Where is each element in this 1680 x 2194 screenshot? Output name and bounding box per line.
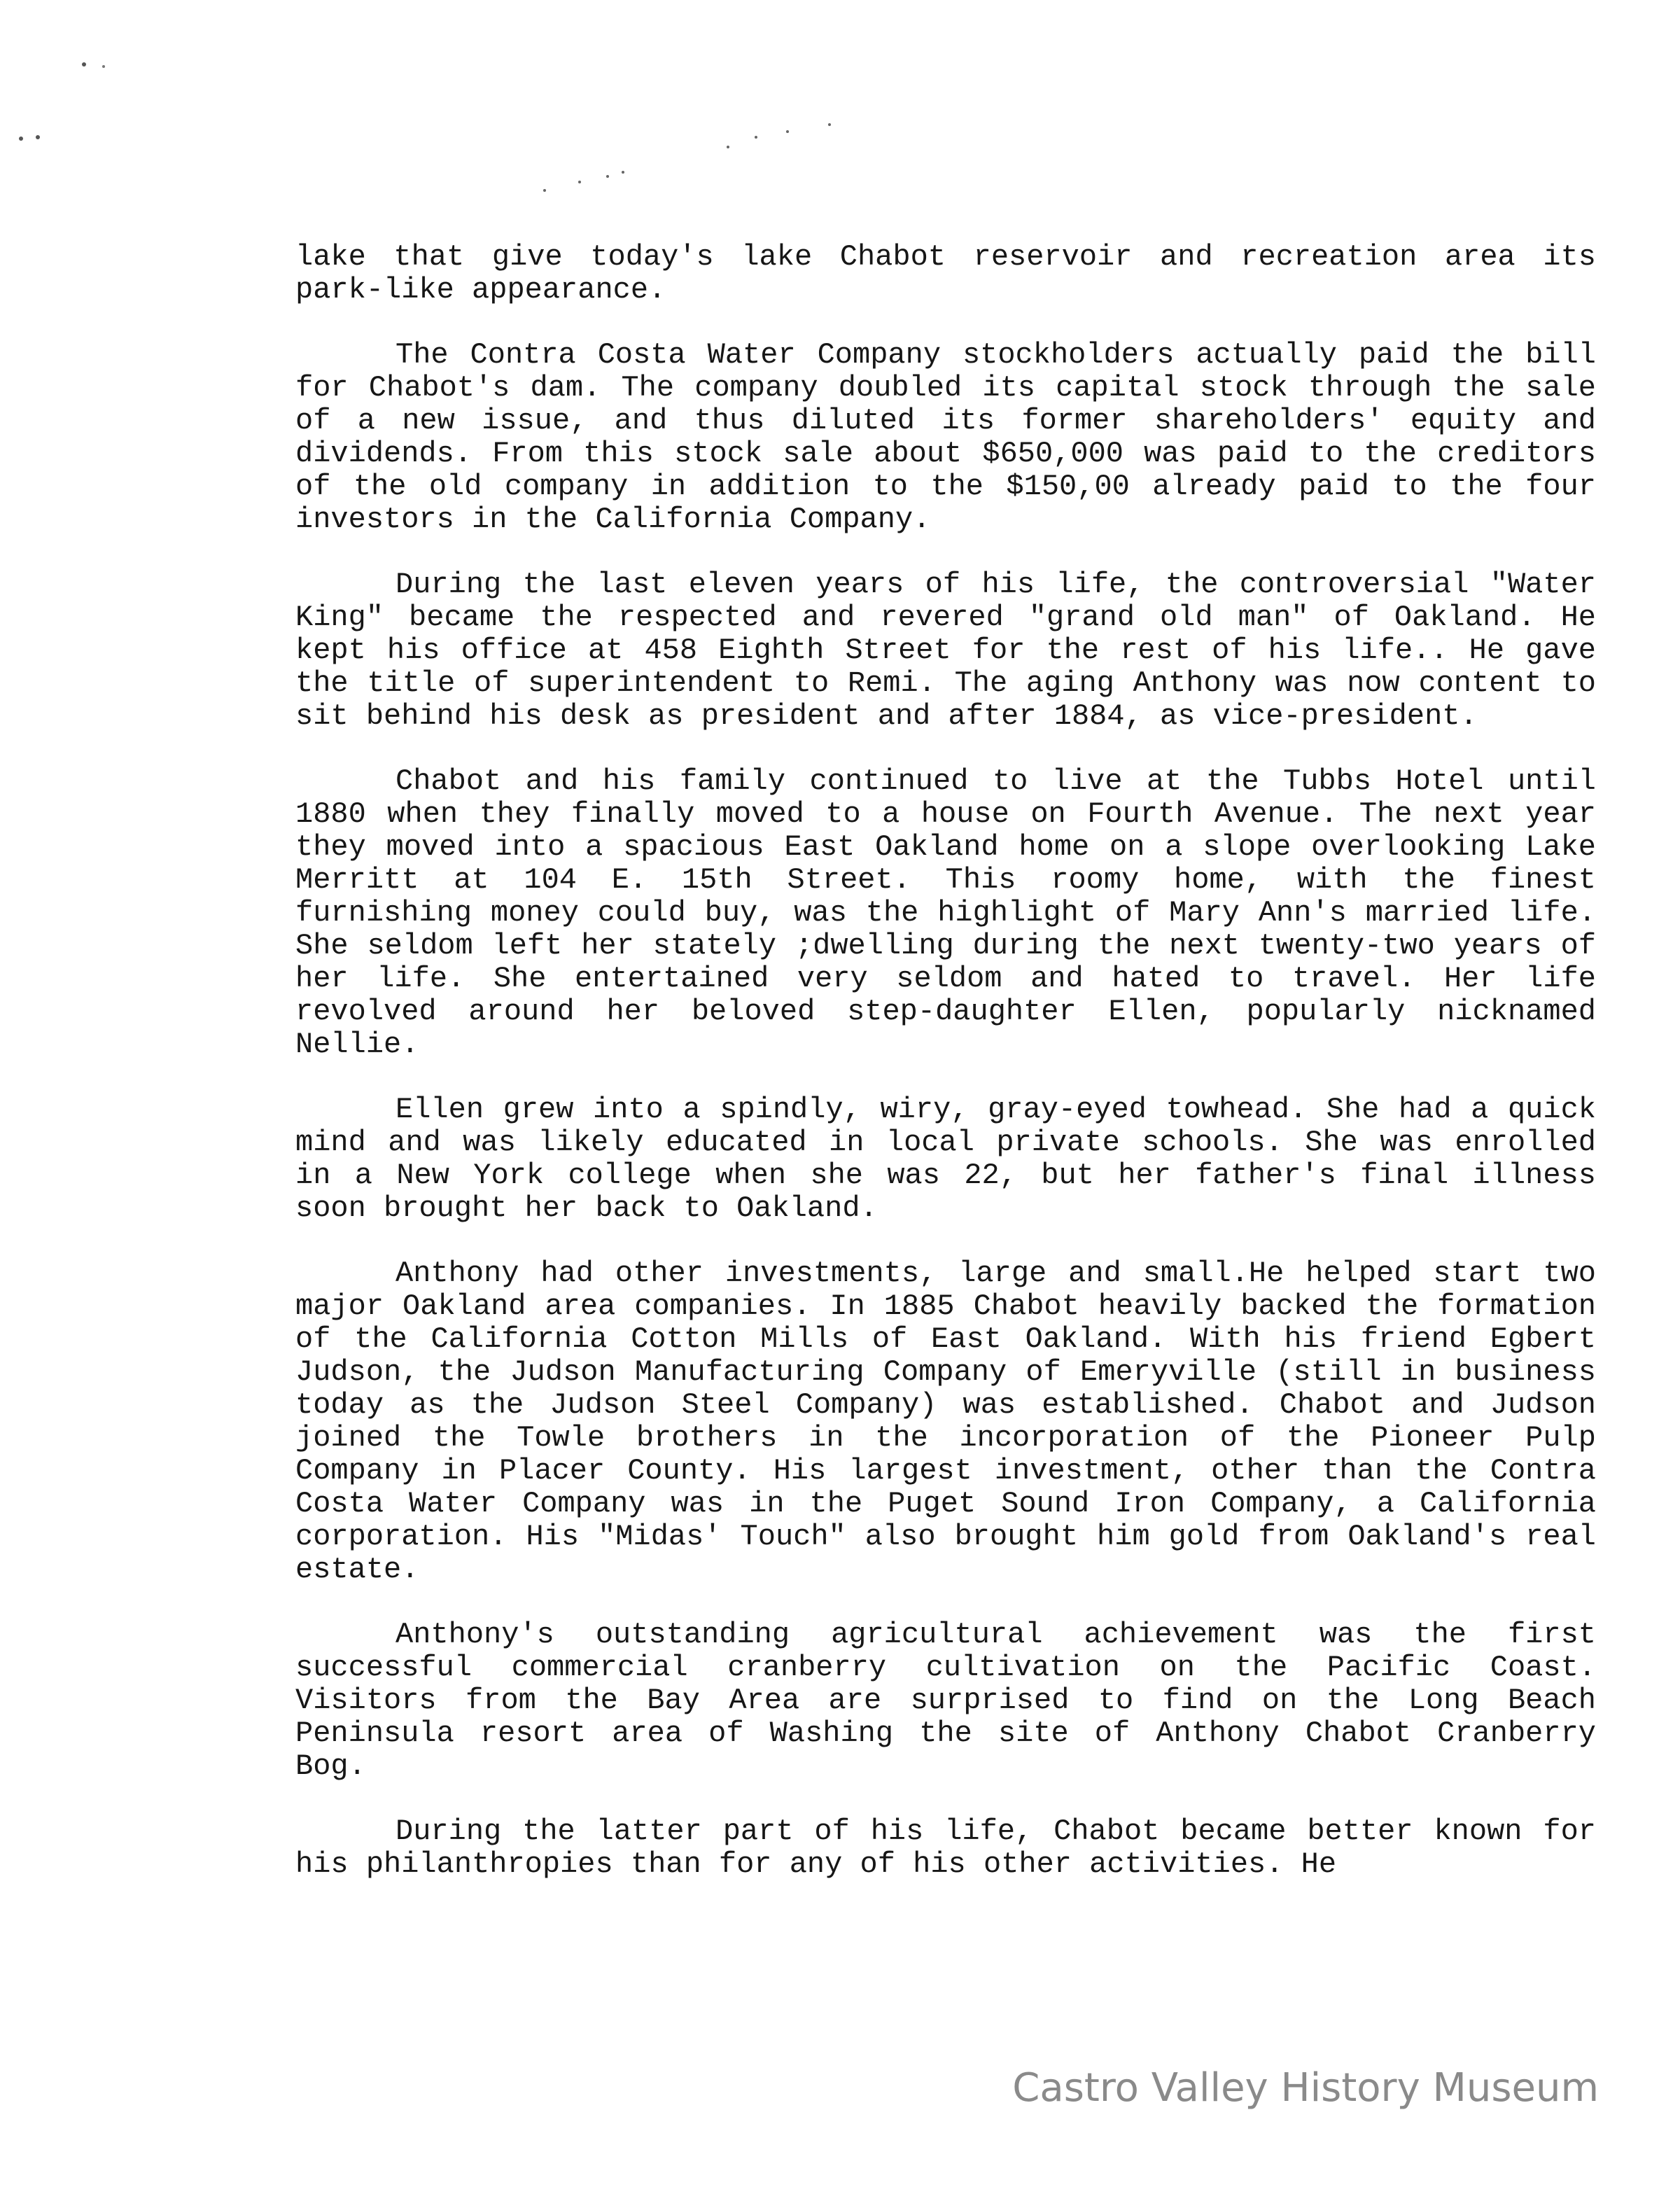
- watermark: Castro Valley History Museum: [1012, 2065, 1599, 2111]
- paragraph: Anthony had other investments, large and small.He helped start two major Oakland area companies. In 1885 Chabot heavily backed the formation of the California Cotton Mills of East Oakland. With his friend Egbert Judson, the Judson Manufacturing Company of Emeryville (still in business today as the Judson Steel Company) was established. Chabot and Judson joined the Towle brothers in the incorporation of the Pioneer Pulp Company in Placer County. His largest investment, other than the Contra Costa Water Company was in the Puget Sound Iron Company, a California corporation. His "Midas' Touch" also brought him gold from Oakland's real estate.: [295, 1257, 1596, 1586]
- paragraph: Anthony's outstanding agricultural achievement was the first successful commercial cranberry cultivation on the Pacific Coast. Visitors from the Bay Area are surprised to find on the Long Beach Peninsula resort area of Washing the site of Anthony Chabot Cranberry Bog.: [295, 1618, 1596, 1783]
- body-text: [295, 241, 1596, 1881]
- paragraph: lake that give today's lake Chabot reservoir and recreation area its park-like appearance.: [295, 240, 1596, 307]
- paragraph: During the last eleven years of his life, the controversial "Water King" became the respected and revered "grand old man" of Oakland. He kept his office at 458 Eighth Street for the rest of his life.. He gave the title of superintendent to Remi. The aging Anthony was now content to sit behind his desk as president and after 1884, as vice-president.: [295, 568, 1596, 733]
- paragraph: Ellen grew into a spindly, wiry, gray-eyed towhead. She had a quick mind and was likely educated in local private schools. She was enrolled in a New York college when she was 22, but her father's final illness soon brought her back to Oakland.: [295, 1093, 1596, 1225]
- paragraph: The Contra Costa Water Company stockholders actually paid the bill for Chabot's dam. The company doubled its capital stock through the sale of a new issue, and thus diluted its former shareholders' equity and dividends. From this stock sale about $650,000 was paid to the creditors of the old company in addition to the $150,00 already paid to the four investors in the California Company.: [295, 338, 1596, 536]
- paragraph: Chabot and his family continued to live at the Tubbs Hotel until 1880 when they finally moved to a house on Fourth Avenue. The next year they moved into a spacious East Oakland home on a slope overlooking Lake Merritt at 104 E. 15th Street. This roomy home, with the finest furnishing money could buy, was the highlight of Mary Ann's married life. She seldom left her stately ;dwelling during the next twenty-two years of her life. She entertained very seldom and hated to travel. Her life revolved around her beloved step-daughter Ellen, popularly nicknamed Nellie.: [295, 764, 1596, 1061]
- scan-specks: [0, 0, 910, 224]
- paragraph: During the latter part of his life, Chabot became better known for his philanthropies than for any of his other activities. He: [295, 1815, 1596, 1881]
